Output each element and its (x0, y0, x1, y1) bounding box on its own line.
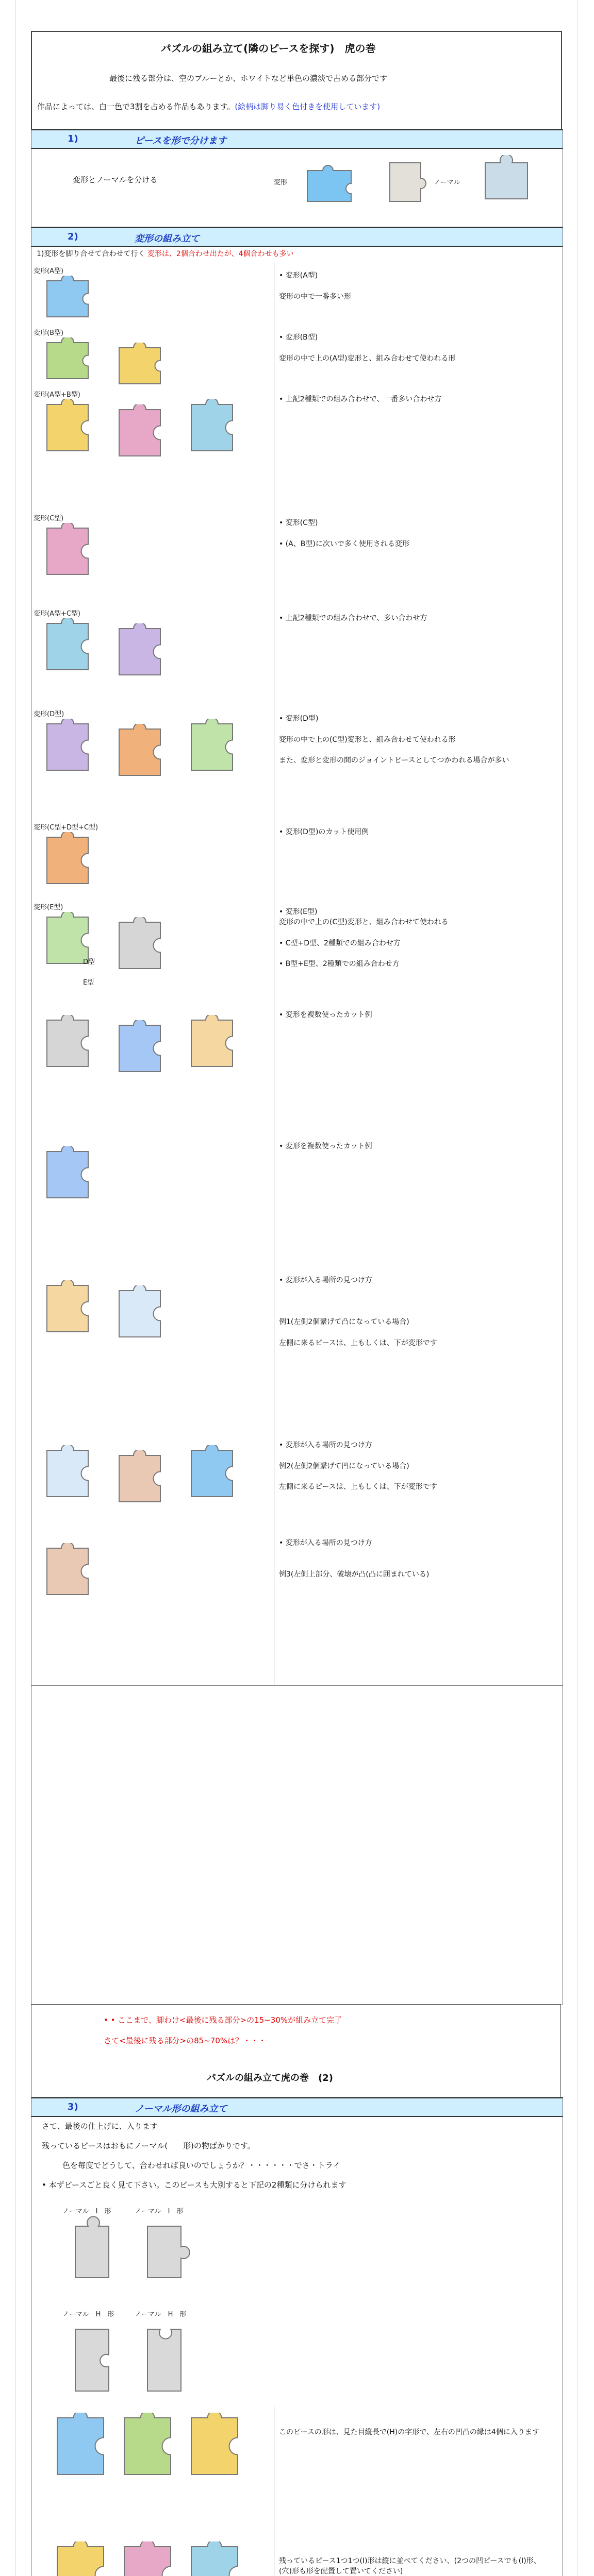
label-normal: ノーマル (434, 179, 460, 187)
puzzle-piece-icon (119, 2413, 176, 2480)
puzzle-piece-icon (114, 917, 166, 974)
intro-4: • 本ずピースごと良く見て下さい。このピースも大別すると下記の2種類に分けられます (42, 2180, 346, 2190)
puzzle-piece-icon (42, 1445, 93, 1502)
detail-row (31, 511, 563, 606)
puzzle-piece-icon (135, 2319, 191, 2401)
puzzle-piece-icon (114, 1020, 166, 1077)
header-line2-text: 作品によっては、白一色で3割を占める作品もあります。 (37, 102, 235, 111)
mid-box (31, 2004, 561, 2098)
detail-row (31, 263, 563, 326)
puzzle-piece-icon (114, 404, 166, 461)
detail-row (31, 325, 563, 387)
puzzle-piece-icon (114, 623, 166, 680)
puzzle-piece-icon (62, 2216, 119, 2288)
section-number: 3) (68, 2102, 78, 2112)
puzzle-piece-icon (42, 276, 93, 322)
puzzle-piece-icon (52, 2541, 109, 2576)
puzzle-piece-icon (42, 337, 93, 384)
detail-row (31, 1003, 563, 1134)
row-description: • 変形(D型)のカット使用例 (279, 828, 369, 836)
mid-line2: さて<最後に残る部分>の85~70%は？・・・ (104, 2036, 267, 2045)
puzzle-piece-icon (42, 832, 93, 889)
intro-1: さて、最後の仕上げに、入ります (42, 2122, 158, 2131)
puzzle-piece-icon (62, 2319, 119, 2401)
page-title: パズルの組み立て(隣のピースを探す) 虎の巻 (161, 42, 376, 55)
detail-row (31, 706, 563, 820)
row-description: このピースの形は、見た目縦長で(H)の字形で、左右の凹凸の縁は4個に入ります (279, 2428, 539, 2436)
puzzle-piece-icon (42, 719, 93, 775)
detail-row (31, 1531, 563, 1686)
intro-a: 1)変形を脚り合せて合わせて行く (37, 250, 145, 258)
puzzle-piece-icon (42, 618, 93, 675)
puzzle-piece-icon (135, 2216, 191, 2288)
label-hen: 変形 (274, 179, 288, 187)
pair-a-right: ノーマル I 形 (135, 2208, 184, 2215)
detail-row (31, 900, 563, 1003)
header-line2 (37, 101, 380, 113)
row-description: • 変形が入る場所の見つけ方 例1(左側2個繋げて凸になっている場合) 左側に来るピースは、上もしくは、下が変形です (279, 1276, 437, 1347)
grid-line (15, 0, 16, 2576)
row-tag: 変形(A型) (34, 267, 64, 275)
detail-row (31, 2535, 563, 2576)
row-description: • 変形が入る場所の見つけ方 例3(左側上部分、破壊が凸(凸に囲まれている) (279, 1539, 430, 1579)
pair-b-right: ノーマル H 形 (135, 2311, 187, 2318)
puzzle-piece-icon (186, 1015, 238, 1072)
row-tag: 変形(A型+C型) (34, 610, 81, 618)
section-title: ノーマル形の組み立て (135, 2104, 227, 2114)
bullet-text: 変形とノーマルを分ける (73, 175, 158, 184)
puzzle-piece-icon (382, 155, 428, 207)
section-2 (31, 227, 563, 2005)
puzzle-piece-icon (186, 2541, 243, 2576)
row-description: • 上記2種類での組み合わせで、一番多い合わせ方 (279, 395, 442, 403)
row-description: • 変形(B型) 変形の中で上の(A型)変形と、組み合わせて使われる形 (279, 333, 456, 363)
intro-3: 色を毎度でどうして、合わせれば良いのでしょうか？・・・・・・でさ・トライ (62, 2161, 341, 2170)
intro-b: 変形は、2個合わせ出たが、4個合わせも多い (147, 250, 294, 258)
row-description: • 変形を複数使ったカット例 (279, 1011, 372, 1019)
row-description: • 上記2種類での組み合わせで、多い合わせ方 (279, 614, 427, 622)
row-description: • 変形(C型) • (A、B型)に次いで多く使用される変形 (279, 519, 409, 548)
puzzle-piece-icon (114, 1285, 166, 1342)
puzzle-piece-icon (42, 1543, 93, 1600)
puzzle-piece-icon (52, 2413, 109, 2480)
detail-row (31, 1268, 563, 1433)
section-bar (31, 227, 563, 247)
section-title: 変形の組み立て (135, 233, 200, 244)
row-description: • 変形が入る場所の見つけ方 例2(左側2個繋げて凹になっている場合) 左側に来るピースは、上もしくは、下が変形です (279, 1441, 437, 1492)
row-description: 残っているピース1つ1つ(I)形は縦に並べてください、(2つの凹ピースでも(I)形、(穴)形も形を配置して置いてください) (279, 2557, 541, 2576)
puzzle-piece-icon (42, 399, 93, 456)
row-description: • 変形を複数使ったカット例 (279, 1142, 372, 1150)
detail-row (31, 1433, 563, 1531)
detail-row (31, 2406, 563, 2536)
row-tag: 変形(A型+B型) (34, 391, 80, 399)
intro-2: 残っているピースはおもにノーマル( 形)の物ばかりです。 (42, 2141, 255, 2150)
puzzle-piece-icon (114, 1450, 166, 1507)
row-tag: 変形(C型) (34, 515, 64, 522)
row-tag: 変形(D型) (34, 710, 64, 718)
mid-line1: • • ここまで、脚わけ<最後に残る部分>の15~30%が組み立て完了 (104, 2015, 342, 2025)
row-tag: 変形(C型+D型+C型) (34, 824, 98, 832)
section-3 (31, 2097, 563, 2576)
detail-row (31, 606, 563, 707)
header-line1: 最後に残る部分は、空のブルーとか、ホワイトなど単色の濃淡で占める部分です (109, 74, 387, 83)
pair-b-left: ノーマル H 形 (62, 2311, 114, 2318)
header-box (31, 31, 562, 131)
puzzle-piece-icon (114, 724, 166, 781)
row-sub-label: D型 (83, 958, 95, 966)
section-number: 1) (68, 133, 78, 144)
puzzle-piece-icon (42, 1146, 93, 1203)
header-line2-highlight: (絵柄は脚り易く色付きを使用しています) (235, 102, 381, 111)
puzzle-piece-icon (186, 1445, 238, 1502)
puzzle-piece-icon (186, 2413, 243, 2480)
puzzle-piece-icon (42, 523, 93, 580)
puzzle-piece-icon (475, 155, 537, 207)
row-tag: 変形(B型) (34, 329, 64, 337)
detail-row (31, 387, 563, 511)
intro (37, 249, 294, 259)
row-description: • 変形(E型) 変形の中で上の(C型)変形と、組み合わせて使われる • C型+D型、2種類での組み合わせ方 • B型+E型、2種類での組み合わせ方 (279, 908, 449, 969)
puzzle-piece-icon (186, 719, 238, 775)
pair-a-left: ノーマル I 形 (62, 2208, 111, 2215)
row-description: • 変形(A型) 変形の中で一番多い形 (279, 272, 351, 301)
puzzle-piece-icon (300, 160, 361, 207)
puzzle-piece-icon (42, 1280, 93, 1337)
section-number: 2) (68, 231, 78, 242)
section-bar (31, 2097, 563, 2117)
row-sub-label: E型 (83, 979, 94, 987)
puzzle-piece-icon (114, 343, 166, 389)
row-description: • 変形(D型) 変形の中で上の(C型)変形と、組み合わせて使われる形 また、変形と変形の間のジョイントピースとしてつかわれる場合が多い (279, 715, 509, 765)
detail-row (31, 820, 563, 900)
row-tag: 変形(E型) (34, 904, 63, 911)
puzzle-piece-icon (119, 2541, 176, 2576)
section-1 (31, 129, 563, 228)
section-title: ピースを形で分けます (135, 135, 227, 146)
mid-title: パズルの組み立て虎の巻 (2) (207, 2073, 333, 2083)
puzzle-piece-icon (42, 1015, 93, 1072)
section-bar (31, 129, 563, 149)
detail-row (31, 1134, 563, 1268)
puzzle-piece-icon (186, 399, 238, 456)
